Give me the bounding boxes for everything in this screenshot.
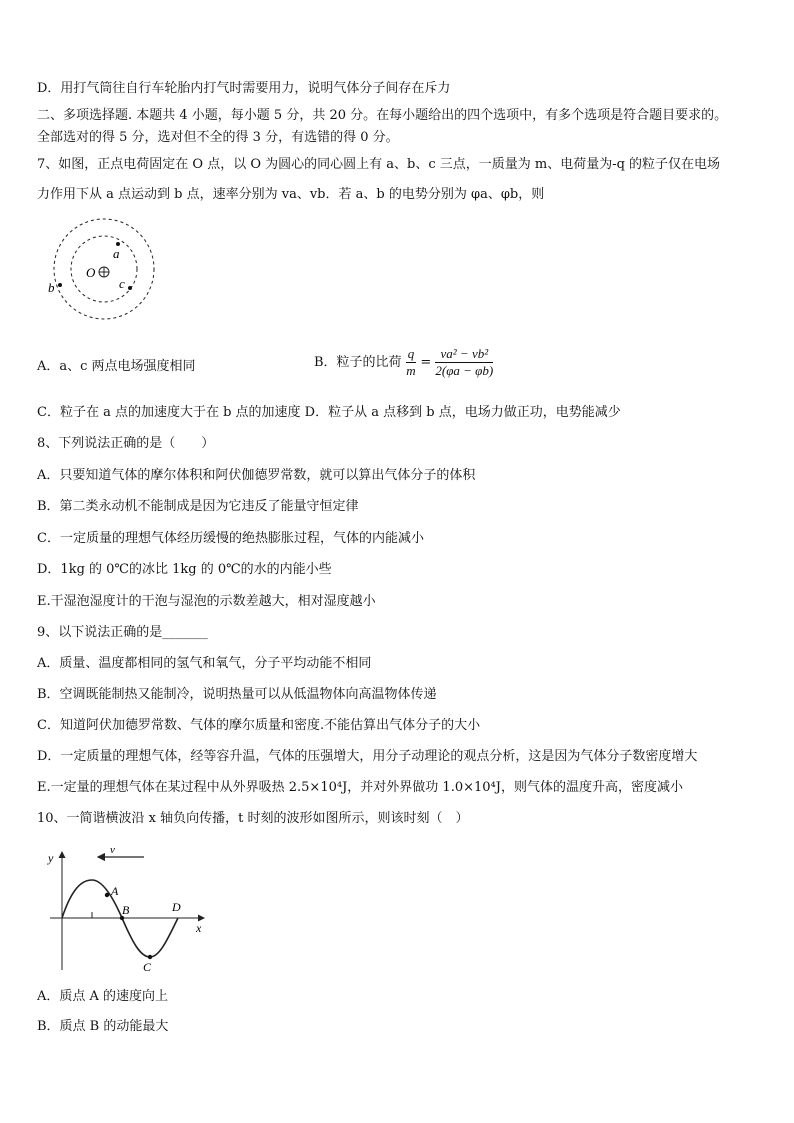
q9-option-b: B．空调既能制热又能制冷，说明热量可以从低温物体向高温物体传递	[37, 687, 437, 702]
q7-stem-1: 7、如图，正点电荷固定在 O 点，以 O 为圆心的同心圆上有 a、b、c 三点，一质量为 m、电荷量为-q 的粒子仅在电场	[37, 157, 721, 172]
q9-option-d: D．一定质量的理想气体，经等容升温，气体的压强增大，用分子动理论的观点分析，这是因为气体分子数密度增大	[37, 749, 698, 764]
section-heading: 二、多项选择题. 本题共 4 小题，每小题 5 分，共 20 分。在每小题给出的四个选项中，有多个选项是符合题目要求的。	[37, 108, 728, 123]
q10-stem: 10、一简谐横波沿 x 轴负向传播，t 时刻的波形如图所示，则该时刻（ ）	[37, 811, 469, 826]
q7-stem-2: 力作用下从 a 点运动到 b 点，速率分别为 va、vb．若 a、b 的电势分别为 φa、φb，则	[37, 187, 545, 202]
q6-option-d: D．用打气筒往自行车轮胎内打气时需要用力，说明气体分子间存在斥力	[37, 81, 451, 96]
q8-option-c: C．一定质量的理想气体经历缓慢的绝热膨胀过程，气体的内能减小	[37, 531, 424, 546]
q9-option-e: E.一定量的理想气体在某过程中从外界吸热 2.5×10⁴J，并对外界做功 1.0×10⁴J，则气体的温度升高，密度减小	[37, 780, 683, 795]
label-b: b	[48, 280, 55, 295]
q10-option-b: B．质点 B 的动能最大	[37, 1019, 169, 1034]
q8-option-a: A．只要知道气体的摩尔体积和阿伏伽德罗常数，就可以算出气体分子的体积	[37, 468, 476, 483]
point-B-label: B	[122, 903, 130, 917]
q7-option-b-prefix: B．粒子的比荷	[314, 355, 402, 370]
section-scoring: 全部选对的得 5 分，选对但不全的得 3 分，有选错的得 0 分。	[37, 130, 399, 145]
label-a: a	[113, 246, 120, 261]
label-O: O	[86, 265, 96, 280]
point-D-label: D	[172, 900, 181, 914]
equals-sign: =	[420, 355, 432, 370]
q9-option-c: C．知道阿伏加德罗常数、气体的摩尔质量和密度.不能估算出气体分子的大小	[37, 718, 481, 733]
q7-options-cd: C．粒子在 a 点的加速度大于在 b 点的加速度 D．粒子从 a 点移到 b 点，电场力做正功，电势能减少	[37, 405, 621, 420]
q8-stem: 8、下列说法正确的是（ ）	[37, 436, 215, 451]
label-c: c	[119, 276, 125, 291]
velocity-label: v	[110, 844, 115, 856]
q10-wave-figure	[40, 840, 210, 975]
q9-option-a: A．质量、温度都相同的氢气和氧气，分子平均动能不相同	[37, 656, 372, 671]
q8-option-b: B．第二类永动机不能制成是因为它违反了能量守恒定律	[37, 499, 359, 514]
y-axis-label: y	[48, 851, 54, 865]
ratio-expression: $\frac{\text{va² − vb²}}{2(\varphi a - \varphi b)}$	[435, 346, 494, 378]
x-axis-label: x	[196, 921, 202, 935]
q8-option-d: D．1kg 的 0℃的冰比 1kg 的 0℃的水的内能小些	[37, 562, 332, 577]
charge-mass-ratio: $\frac{q}{m}$	[406, 346, 416, 378]
point-C-label: C	[143, 960, 152, 974]
q7-option-b	[314, 346, 493, 379]
q7-concentric-circles-figure	[44, 214, 164, 324]
point-A-label: A	[111, 884, 119, 898]
q8-option-e: E.干湿泡湿度计的干泡与湿泡的示数差越大，相对湿度越小	[37, 594, 376, 609]
q10-option-a: A．质点 A 的速度向上	[37, 989, 169, 1004]
q9-stem: 9、以下说法正确的是_______	[37, 625, 208, 640]
q7-option-a: A．a、c 两点电场强度相同	[37, 359, 196, 374]
